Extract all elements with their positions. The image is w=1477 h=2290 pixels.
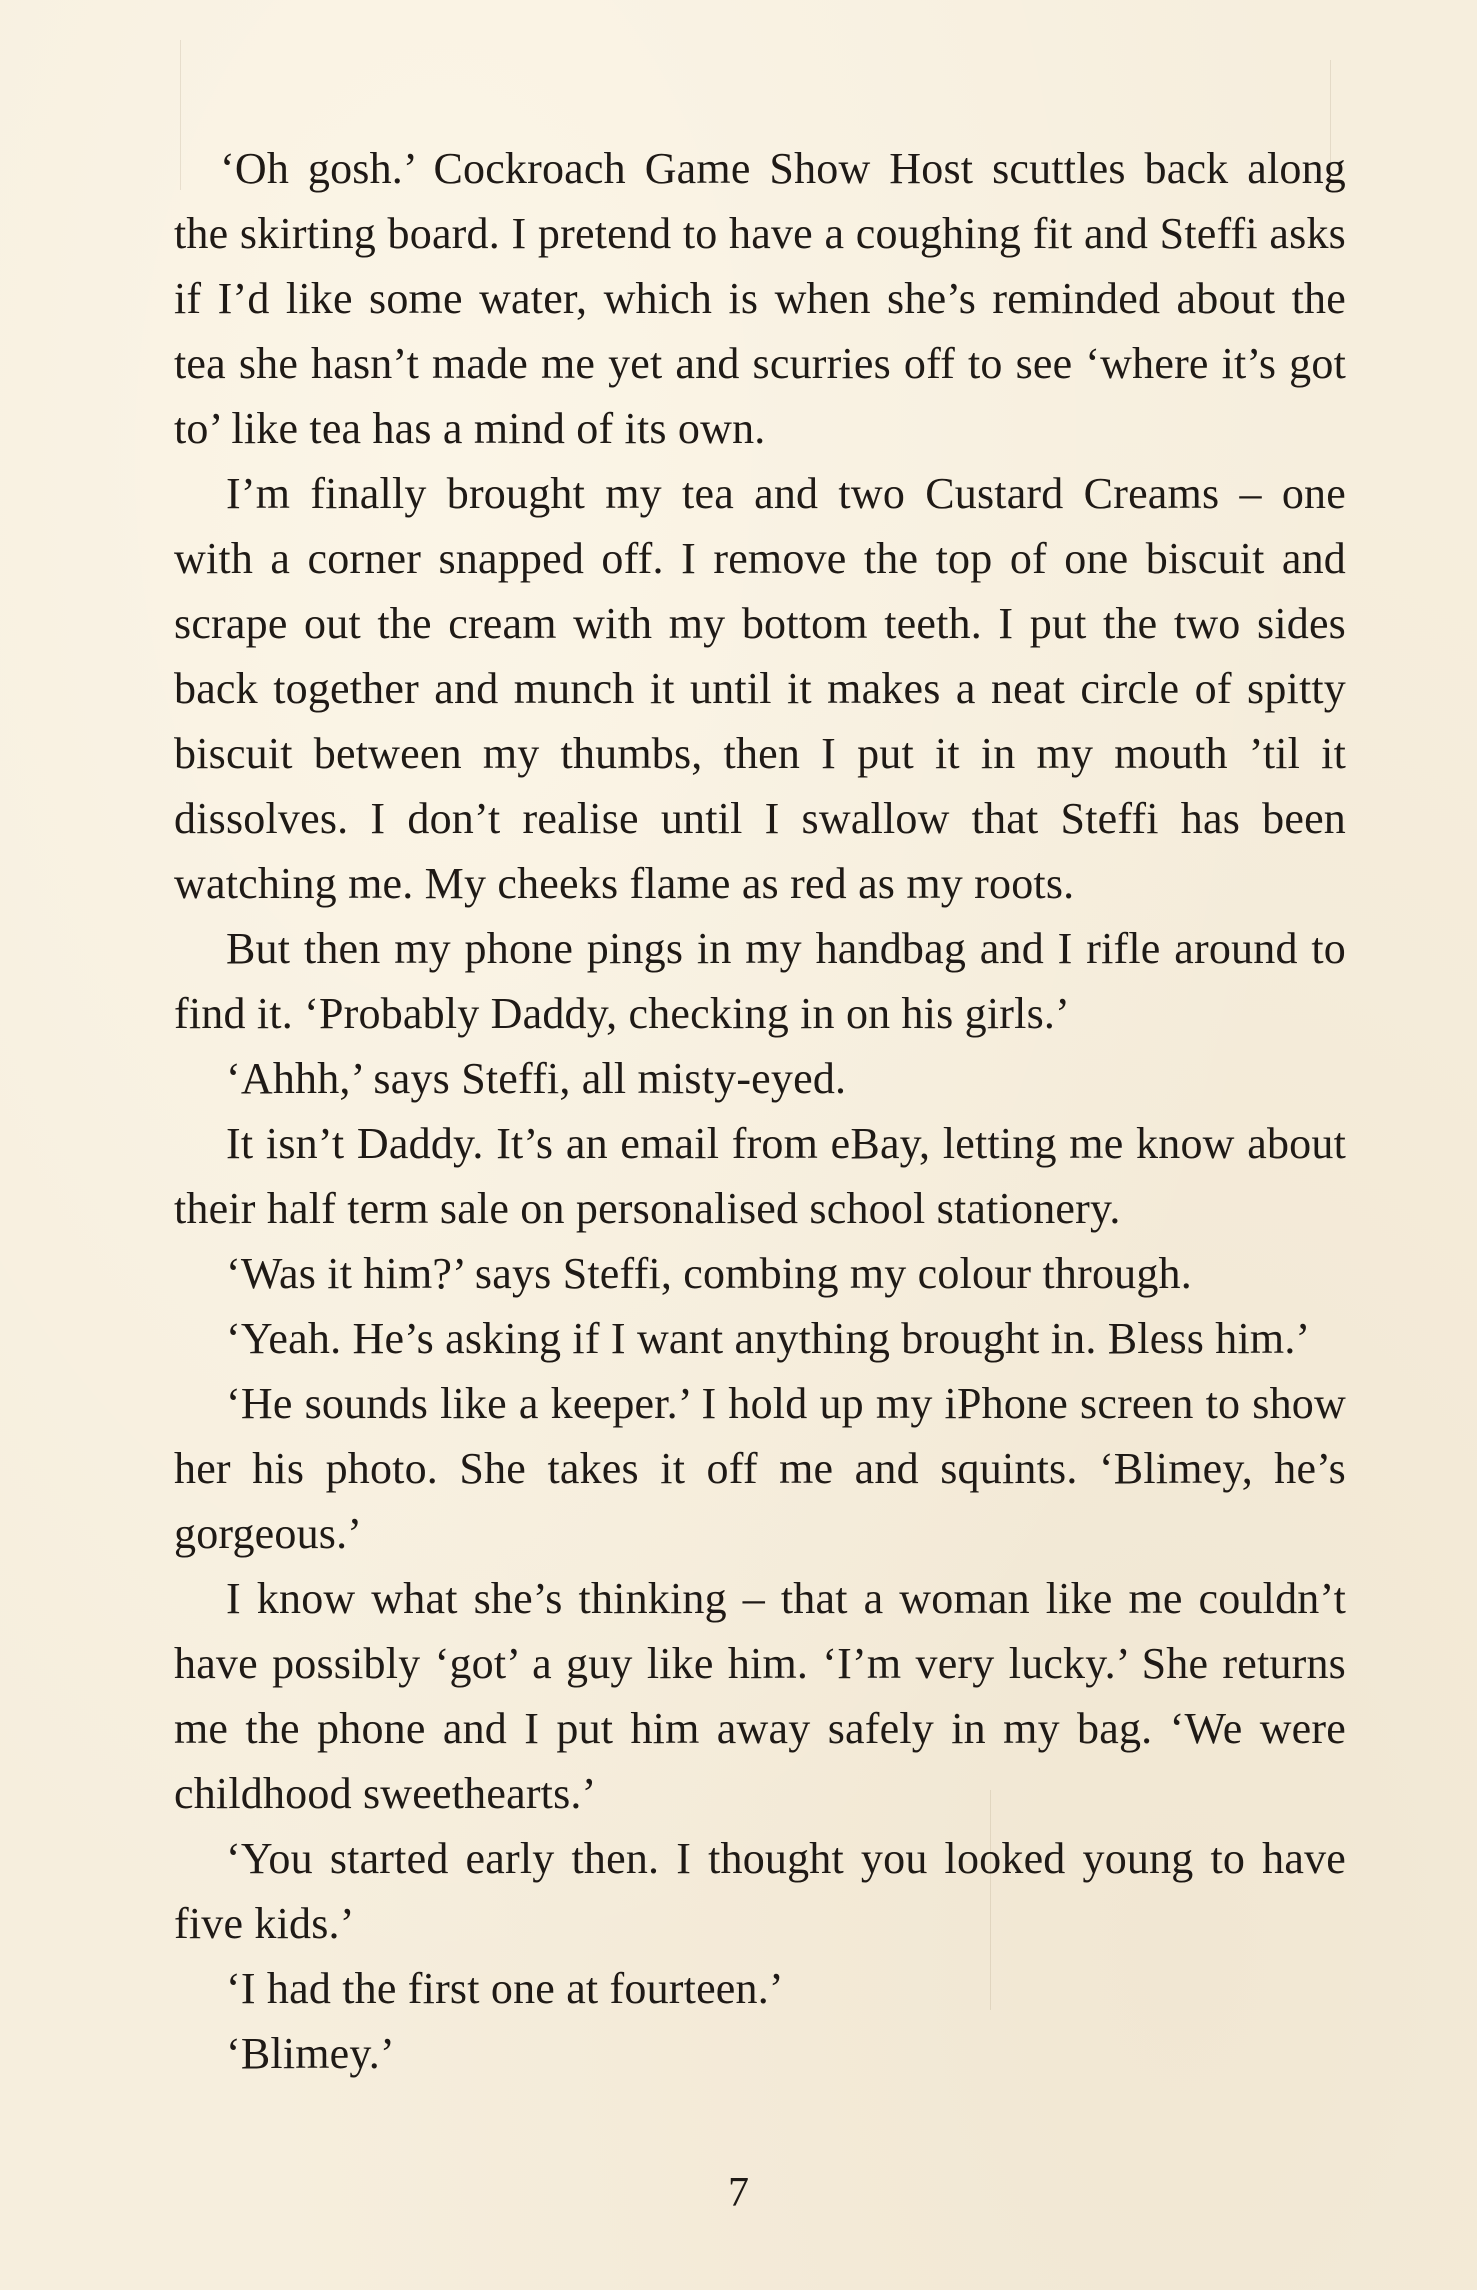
paragraph: ‘Oh gosh.’ Cockroach Game Show Host scuttles back along the skirting board. I pretend to have a coughing fit and Steffi asks if I’d like some water, which is when she’s reminded about the tea she hasn’t made me yet and scurries off to see ‘where it’s got to’ like tea has a mind of its own. <box>174 144 1346 453</box>
paragraph: ‘Yeah. He’s asking if I want anything brought in. Bless him.’ <box>226 1314 1311 1363</box>
paragraph: ‘You started early then. I thought you looked young to have five kids.’ <box>174 1834 1346 1948</box>
paragraph: ‘Ahhh,’ says Steffi, all misty-eyed. <box>226 1054 847 1103</box>
body-text <box>174 136 1346 2086</box>
page-number: 7 <box>728 2170 749 2216</box>
paragraph: I’m finally brought my tea and two Custard Creams – one with a corner snapped off. I remove the top of one biscuit and scrape out the cream with my bottom teeth. I put the two sides back together and munch it until it makes a neat circle of spitty biscuit between my thumbs, then I put it in my mouth ’til it dissolves. I don’t realise until I swallow that Steffi has been watching me. My cheeks flame as red as my roots. <box>174 469 1346 908</box>
paragraph: But then my phone pings in my handbag and I rifle around to find it. ‘Probably Daddy, checking in on his girls.’ <box>174 924 1346 1038</box>
paragraph: ‘I had the first one at fourteen.’ <box>226 1964 784 2013</box>
paragraph: It isn’t Daddy. It’s an email from eBay, letting me know about their half term sale on personalised school stationery. <box>174 1119 1346 1233</box>
paragraph: I know what she’s thinking – that a woman like me couldn’t have possibly ‘got’ a guy like him. ‘I’m very lucky.’ She returns me the phone and I put him away safely in my bag. ‘We were childhood sweethearts.’ <box>174 1574 1346 1818</box>
paragraph: ‘Was it him?’ says Steffi, combing my colour through. <box>226 1249 1192 1298</box>
paragraph: ‘Blimey.’ <box>226 2029 395 2078</box>
paragraph: ‘He sounds like a keeper.’ I hold up my iPhone screen to show her his photo. She takes it off me and squints. ‘Blimey, he’s gorgeous.’ <box>174 1379 1346 1558</box>
